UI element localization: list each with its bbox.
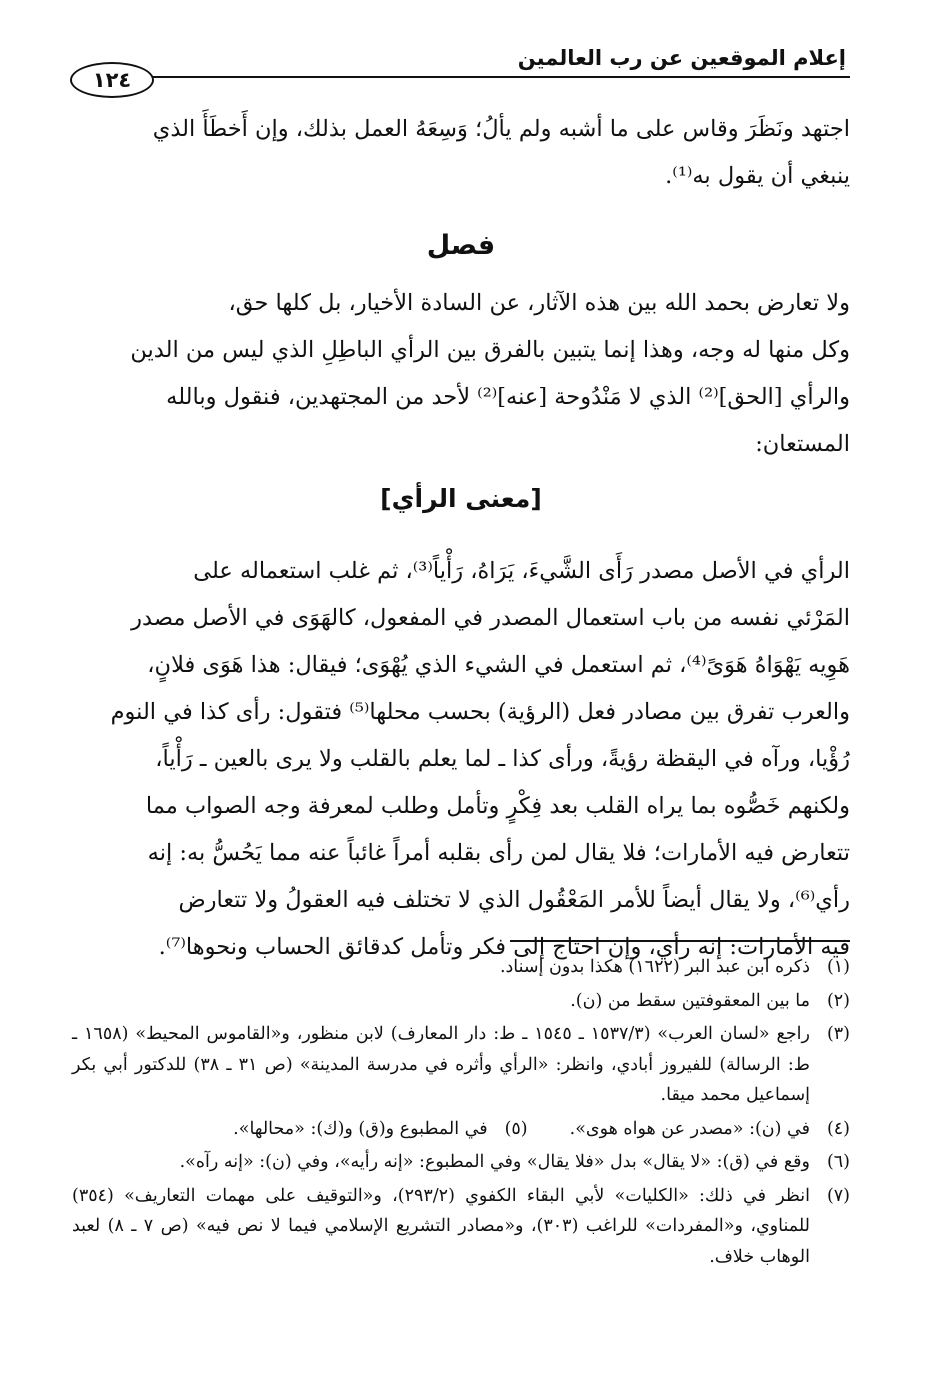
footnote-text: ما بين المعقوفتين سقط من (ن). xyxy=(570,990,810,1011)
footnote-text: وقع في (ق): «لا يقال» بدل «فلا يقال» وفي المطبوع: «إنه رأيه»، وفي (ن): «إنه رآه». xyxy=(179,1152,810,1172)
footnote-number: (٥) xyxy=(504,1118,528,1139)
footnote-7 xyxy=(72,1181,850,1273)
footnotes xyxy=(72,952,850,1275)
footnote-number: (٧) xyxy=(826,1185,850,1206)
paragraph-1: اجتهد ونَظَرَ وقاس على ما أشبه ولم يألُ؛ وَسِعَهُ العمل بذلك، وإن أَخطَأَ الذي ينبغي أن يقول به⁽¹⁾. xyxy=(152,116,850,189)
page-header xyxy=(70,40,850,96)
footnote-number: (١) xyxy=(826,957,850,977)
footnote-3 xyxy=(72,1019,850,1111)
footnote-row-4-5 xyxy=(72,1114,850,1145)
footnote-text: ذكره ابن عبد البر (١٦٢٢) هكذا بدون إسناد. xyxy=(499,957,810,977)
footnote-number: (٢) xyxy=(826,990,850,1011)
paragraph-3: الرأي في الأصل مصدر رَأَى الشَّيءَ، يَرَاهُ، رَأْياً⁽³⁾، ثم غلب استعماله على المَرْئي نفسه من باب استعمال المصدر في المفعول، كالهَوَى في الأصل مصدر هَوِيه يَهْوَاهُ هَوَىً⁽⁴⁾، ثم استعمل في الشيء الذي يُهْوَى؛ فيقال: هذا هَوَى فلانٍ، والعرب تفرق بين مصادر فعل (الرؤية) بحسب محلها⁽⁵⁾ فتقول: رأى كذا في النوم رُؤْيا، ورآه في اليقظة رؤيةً، ورأى كذا ـ لما يعلم بالقلب ولا يرى بالعين ـ رَأْياً، ولكنهم خَصُّوه بما يراه القلب بعد فِكْرٍ وتأمل وطلب لمعرفة وجه الصواب مما تتعارض فيه الأمارات؛ فلا يقال لمن رأى بقلبه أمراً غائباً عنه مما يَحُسُّ به: إنه رأي⁽⁶⁾، ولا يقال أيضاً للأمر المَعْقُول الذي لا تختلف فيه العقولُ ولا تتعارض فيه الأمارات: إنه رأي، وإن احتاج إلى فكر وتأمل كدقائق الحساب ونحوها⁽⁷⁾. xyxy=(110,558,850,960)
paragraph-2: ولا تعارض بحمد الله بين هذه الآثار، عن السادة الأخيار، بل كلها حق، وكل منها له وجه، وهذا إنما يتبين بالفرق بين الرأي الباطِلِ الذي ليس من الدين والرأي [الحق]⁽²⁾ الذي لا مَنْدُوحة [عنه]⁽²⁾ لأحد من المجتهدين، فنقول وبالله المستعان: xyxy=(130,290,850,457)
footnote-separator xyxy=(510,940,850,942)
footnote-text: في المطبوع و(ق) و(ك): «محالها». xyxy=(233,1118,488,1139)
footnote-6 xyxy=(72,1147,850,1178)
footnote-text: في (ن): «مصدر عن هواه هوى». xyxy=(569,1118,810,1139)
running-title: إعلام الموقعين عن رب العالمين xyxy=(517,46,846,70)
footnote-text: انظر في ذلك: «الكليات» لأبي البقاء الكفوي (٢٩٣/٢)، و«التوقيف على مهمات التعاريف» (٣٥٤) للمناوي، و«المفردات» للراغب (٣٠٣)، و«مصادر التشريع الإسلامي فيما لا نص فيه» (ص ٧ ـ ٨) لعبد الوهاب خلاف. xyxy=(72,1185,810,1267)
section-heading-fasl: فصل xyxy=(426,230,496,261)
header-rule xyxy=(110,76,850,78)
footnote-number: (٤) xyxy=(826,1118,850,1139)
footnote-2 xyxy=(72,986,850,1017)
section-heading-meaning-of-opinion: [معنى الرأي] xyxy=(380,484,542,513)
footnote-4 xyxy=(570,1114,850,1145)
footnote-number: (٣) xyxy=(826,1024,850,1044)
footnote-number: (٦) xyxy=(826,1152,850,1172)
footnote-text: راجع «لسان العرب» (١٥٣٧/٣ ـ ١٥٤٥ ـ ط: دار المعارف) لابن منظور، و«القاموس المحيط» (١٦٥٨ ـ ط: الرسالة) للفيروز أبادي، وانظر: «الرأي وأثره في مدرسة المدينة» (ص ٣١ ـ ٣٨) للدكتور أبي بكر إسماعيل محمد ميقا. xyxy=(72,1024,810,1105)
footnote-1 xyxy=(72,952,850,983)
page-number: ١٢٤ xyxy=(70,62,154,98)
footnote-5 xyxy=(233,1114,527,1145)
